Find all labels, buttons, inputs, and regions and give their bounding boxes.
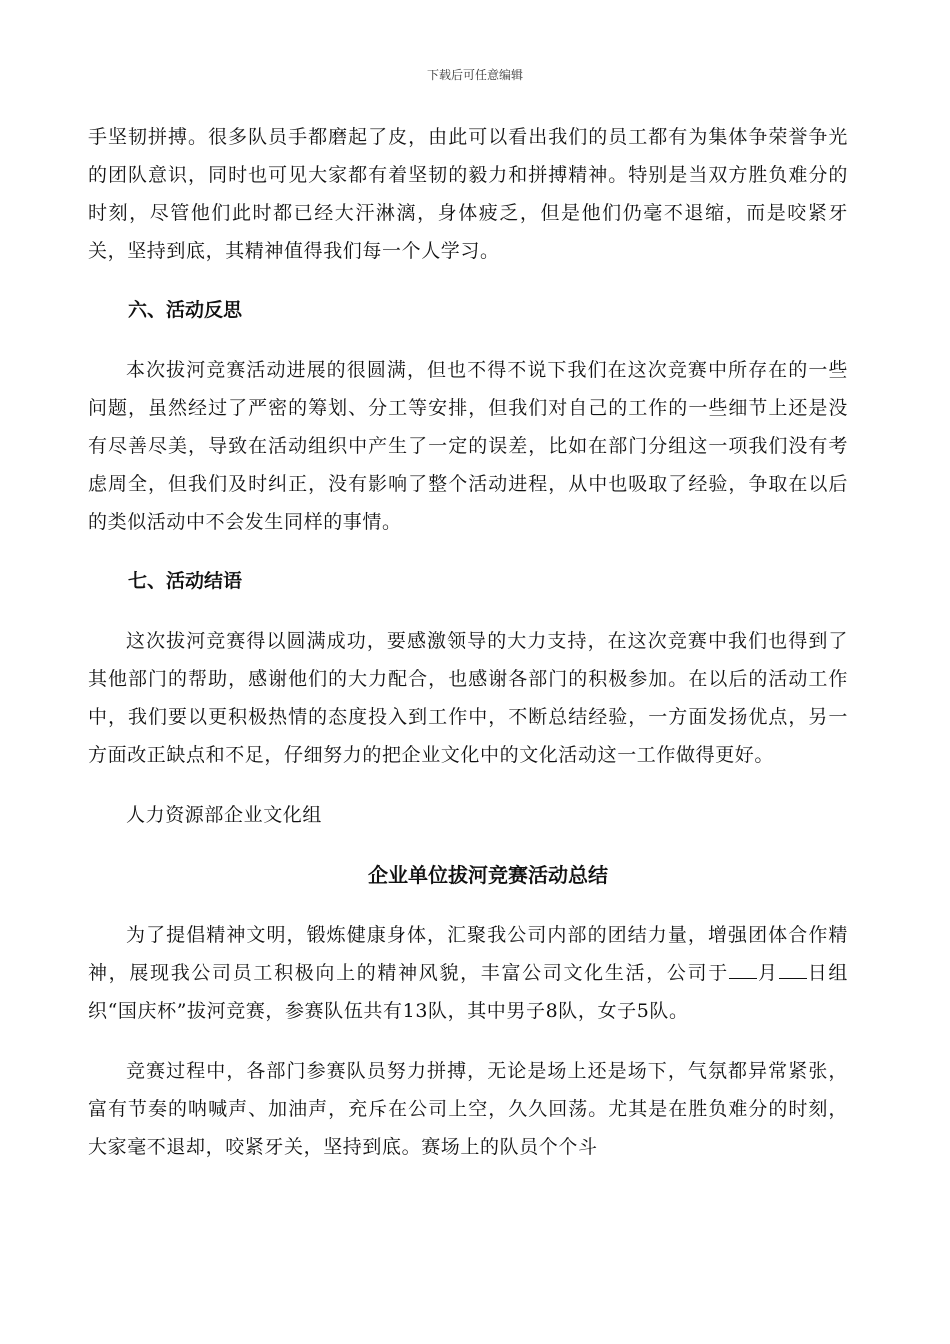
document-body — [88, 118, 848, 1166]
page-header: 下载后可任意编辑 — [426, 68, 523, 82]
date-blank-day — [779, 960, 807, 979]
paragraph-intro — [88, 916, 848, 1030]
intro-text-b: 月 — [756, 962, 779, 984]
intro-text-a: 为了提倡精神文明，锻炼健康身体，汇聚我公司内部的团结力量，增强团体合作精神，展现我公司员工积极向上的精神风貌，丰富公司文化生活，公司于 — [88, 924, 848, 984]
paragraph-process: 竞赛过程中，各部门参赛队员努力拼搏，无论是场上还是场下，气氛都异常紧张，富有节奏的呐喊声、加油声，充斥在公司上空，久久回荡。尤其是在胜负难分的时刻，大家毫不退却，咬紧牙关，坚持到底。赛场上的队员个个斗 — [88, 1060, 848, 1158]
intro-text-c: 日组织“国庆杯”拔河竞赛，参赛队伍共有13队，其中男子8队，女子5队。 — [88, 962, 848, 1022]
paragraph-conclusion: 这次拔河竞赛得以圆满成功，要感激领导的大力支持，在这次竞赛中我们也得到了其他部门的帮助，感谢他们的大力配合，也感谢各部门的积极参加。在以后的活动工作中，我们要以更积极热情的态度投入到工作中，不断总结经验，一方面发扬优点，另一方面改正缺点和不足，仔细努力的把企业文化中的文化活动这一工作做得更好。 — [88, 630, 848, 766]
paragraph-continued: 手坚韧拼搏。很多队员手都磨起了皮，由此可以看出我们的员工都有为集体争荣誉争光的团队意识，同时也可见大家都有着坚韧的毅力和拼搏精神。特别是当双方胜负难分的时刻，尽管他们此时都已经大汗淋漓，身体疲乏，但是他们仍毫不退缩，而是咬紧牙关，坚持到底，其精神值得我们每一个人学习。 — [88, 126, 848, 262]
date-blank-month — [729, 960, 757, 979]
section-heading-conclusion: 七、活动结语 — [128, 570, 243, 592]
document-title: 企业单位拔河竞赛活动总结 — [368, 863, 608, 887]
signature: 人力资源部企业文化组 — [126, 804, 323, 826]
paragraph-reflection: 本次拔河竞赛活动进展的很圆满，但也不得不说下我们在这次竞赛中所存在的一些问题，虽然经过了严密的筹划、分工等安排，但我们对自己的工作的一些细节上还是没有尽善尽美，导致在活动组织中产生了一定的误差，比如在部门分组这一项我们没有考虑周全，但我们及时纠正，没有影响了整个活动进程，从中也吸取了经验，争取在以后的类似活动中不会发生同样的事情。 — [88, 359, 848, 533]
section-heading-reflection: 六、活动反思 — [128, 299, 243, 321]
